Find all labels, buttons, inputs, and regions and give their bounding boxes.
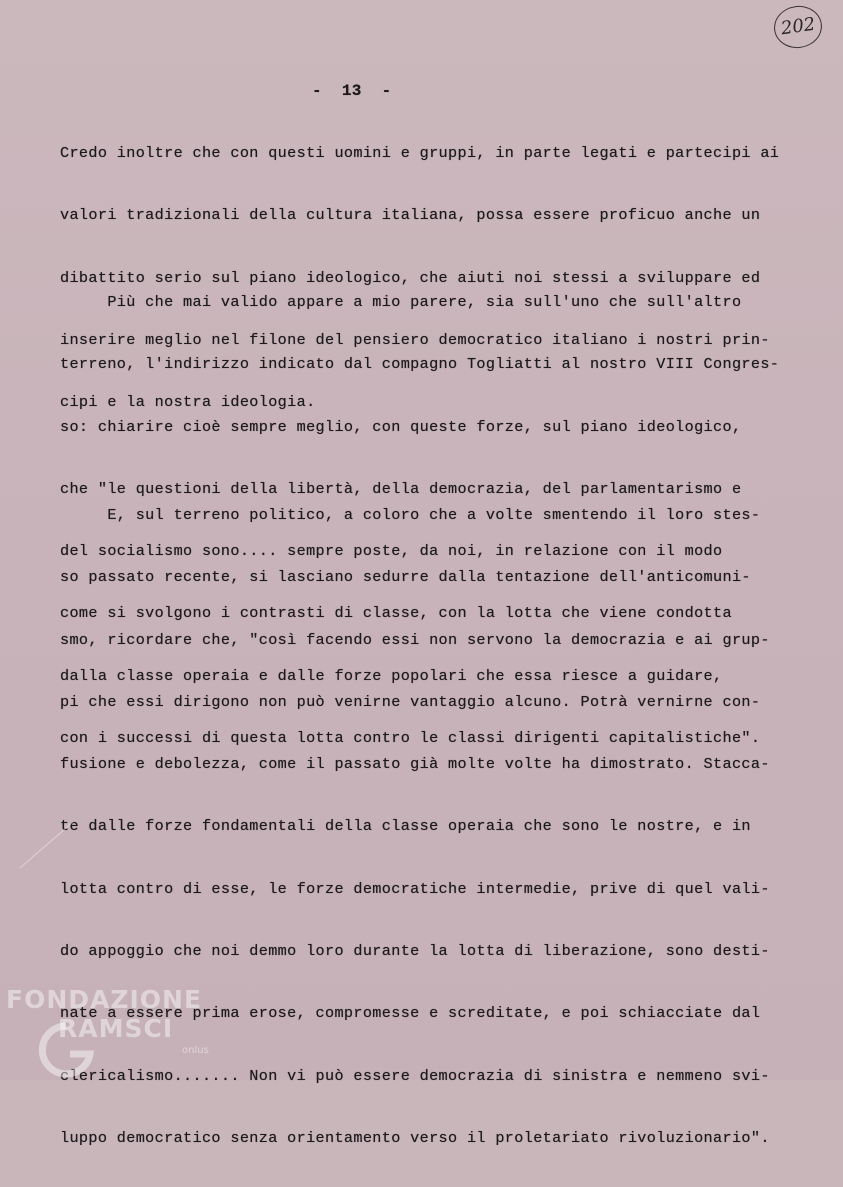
text-line: cipi e la nostra ideologia. <box>60 393 316 412</box>
watermark-suffix: onlus <box>182 1045 209 1056</box>
text-line: Più che mai valido appare a mio parere, sia sull'uno che sull'altro <box>60 293 742 311</box>
page-number: - 13 - <box>312 82 392 100</box>
text-line: con i successi di questa lotta contro le classi dirigenti capitalistiche". <box>60 729 761 748</box>
text-line: nate a essere prima erose, compromesse e screditate, e poi schiacciate dal <box>60 1004 761 1023</box>
text-line: so passato recente, si lasciano sedurre dalla tentazione dell'anticomuni- <box>60 568 751 587</box>
text-line: dalla classe operaia e dalle forze popolari che essa riesce a guidare, <box>60 666 723 685</box>
watermark-line-2: RAMSCI <box>58 1014 174 1043</box>
text-line: do appoggio che noi demmo loro durante la lotta di liberazione, sono desti- <box>60 942 770 961</box>
text-line: Credo inoltre che con questi uomini e gruppi, in parte legati e partecipi ai <box>60 144 780 162</box>
text-line: clericalismo....... Non vi può essere democrazia di sinistra e nemmeno svi- <box>60 1066 770 1085</box>
text-line: fusione e debolezza, come il passato già molte volte ha dimostrato. Stacca- <box>60 755 770 774</box>
text-line: valori tradizionali della cultura italiana, possa essere proficuo anche un <box>60 206 761 225</box>
watermark-line-1: FONDAZIONE <box>6 985 203 1014</box>
text-line: luppo democratico senza orientamento verso il proletariato rivoluzionario". <box>60 1128 770 1147</box>
handwritten-page-number: 202 <box>779 13 817 40</box>
paragraph-3 <box>60 466 770 1187</box>
foundation-watermark <box>6 985 209 1056</box>
text-line: come si svolgono i contrasti di classe, con la lotta che viene condotta <box>60 604 732 623</box>
text-line: che "le questioni della libertà, della democrazia, del parlamentarismo e <box>60 479 742 498</box>
text-line: E, sul terreno politico, a coloro che a volte smentendo il loro stes- <box>60 506 761 524</box>
text-line: inserire meglio nel filone del pensiero democratico italiano i nostri prin- <box>60 330 770 349</box>
text-line: terreno, l'indirizzo indicato dal compagno Togliatti al nostro VIII Congres- <box>60 355 780 374</box>
handwritten-page-mark <box>771 3 824 51</box>
text-line: pi che essi dirigono non può venirne vantaggio alcuno. Potrà vernirne con- <box>60 692 761 711</box>
paper-crease-mark <box>18 820 78 870</box>
text-line: del socialismo sono.... sempre poste, da noi, in relazione con il modo <box>60 542 723 561</box>
text-line: dibattito serio sul piano ideologico, che aiuti noi stessi a sviluppare ed <box>60 268 761 287</box>
text-line: so: chiarire cioè sempre meglio, con queste forze, sul piano ideologico, <box>60 417 742 436</box>
text-line: lotta contro di esse, le forze democratiche intermedie, prive di quel vali- <box>60 879 770 898</box>
text-line: te dalle forze fondamentali della classe operaia che sono le nostre, e in <box>60 817 751 836</box>
text-line: smo, ricordare che, "così facendo essi non servono la democrazia e ai grup- <box>60 630 770 649</box>
